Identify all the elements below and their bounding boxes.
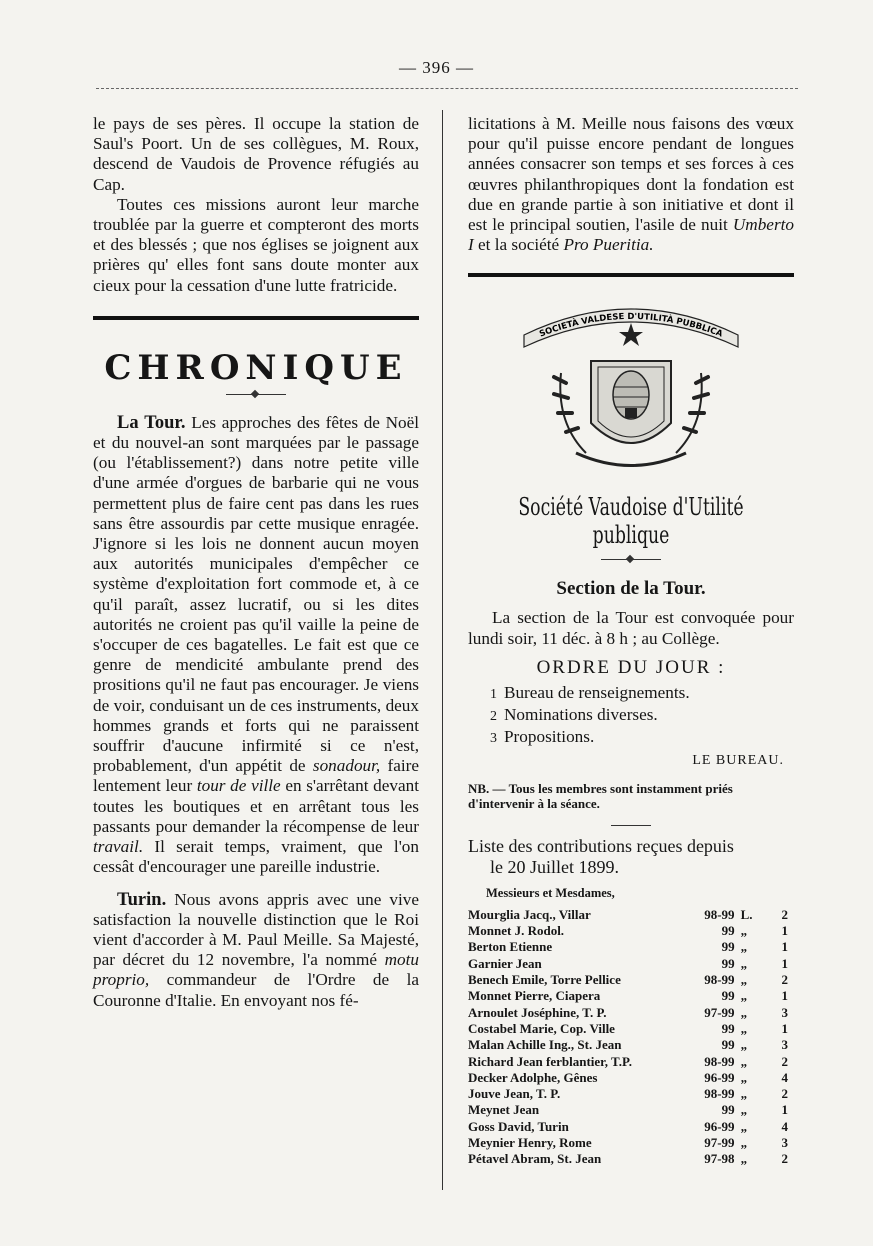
- travail-word: travail.: [93, 837, 144, 857]
- contribution-years: 98-99: [704, 1086, 735, 1102]
- contribution-years: 99: [721, 988, 735, 1004]
- la-tour-text-2: faire lentement leur: [93, 756, 419, 796]
- contributor-name: Malan Achille Ing., St. Jean: [468, 1037, 622, 1053]
- ornament-divider: [226, 394, 286, 395]
- contribution-unit: „: [740, 1069, 748, 1085]
- contributions-table: [468, 907, 794, 1168]
- contribution-unit: „: [740, 1118, 748, 1134]
- contribution-unit: „: [740, 1102, 748, 1118]
- contributions-heading: Liste des contributions reçues depuis le 20 Juillet 1899.: [468, 835, 734, 877]
- contributor-name: Decker Adolphe, Gênes: [468, 1069, 598, 1085]
- contribution-row: [468, 988, 794, 1004]
- la-tour-text: Les approches des fêtes de Noël et du nouvel-an sont marquées par le passage (ou l'établissement?) dans notre petite ville d'une armée d'orgues de barbarie qui ne vous permettent plus de faire cent pas dans les rues sans être assourdis par cette musique enragée. J'ignore si les lois ne donnent aucun moyen aux autorités municipales d'empêcher ce système d'exploitation fort commode et, à ce qu'il paraît, assez lucratif, ou si les dites autorités ne croient pas qu'il vaille la peine de s'occuper de ces bagatelles. Le fait est que ce genre de mendicité ambulante prend des prositions qu'il ne faut pas encourager. Je viens de voir, conduisant un de ces instruments, deux hommes grands et forts qui ne paraissent souffrir d'aucune infirmité si ce n'est, probablement, d'un appétit de: [93, 412, 419, 776]
- continuation-text-2: et la société: [473, 235, 564, 255]
- contribution-amount: 1: [781, 923, 788, 939]
- contribution-unit: „: [740, 1053, 748, 1069]
- contribution-years: 96-99: [704, 1069, 735, 1085]
- contribution-amount: 2: [781, 1151, 788, 1167]
- contribution-row: [468, 923, 794, 939]
- contribution-unit: „: [740, 1134, 748, 1150]
- mission-paragraph-2: Toutes ces missions auront leur marche troublée par la guerre et compteront des morts et des blessés ; que nos églises se joignent aux prières qu' elles font sans doute monter aux cieux pour la cessation d'une lutte fratricide.: [93, 194, 419, 295]
- contributor-name: Goss David, Turin: [468, 1118, 569, 1134]
- agenda-item: 2 Nominations diverses.: [490, 704, 658, 724]
- nota-bene: NB. — Tous les membres sont instamment priés d'intervenir à la séance.: [468, 780, 733, 811]
- tour-de-ville-phrase: tour de ville: [196, 776, 281, 796]
- contributor-name: Monnet Pierre, Ciapera: [468, 988, 601, 1004]
- turin-text: Nous avons appris avec une vive satisfaction la nouvelle distinction que le Roi vient d'accorder à M. Paul Meille. Sa Majesté, par décret du 12 novembre, l'a nommé: [93, 889, 419, 970]
- contribution-amount: 2: [781, 1086, 788, 1102]
- contribution-row: [468, 1037, 794, 1053]
- right-column: [468, 114, 794, 1168]
- contribution-row: [468, 956, 794, 972]
- column-divider: [442, 110, 443, 1190]
- contributor-name: Monnet J. Rodol.: [468, 923, 565, 939]
- contributor-name: Jouve Jean, T. P.: [468, 1086, 561, 1102]
- section-rule-right: [468, 273, 794, 277]
- agenda-item: 3 Propositions.: [490, 726, 595, 746]
- section-title: Section de la Tour.: [556, 578, 706, 600]
- society-emblem: [468, 303, 794, 483]
- contribution-row: [468, 1135, 794, 1151]
- contribution-amount: 2: [781, 972, 788, 988]
- signature: LE BUREAU.: [692, 752, 784, 768]
- contribution-unit: „: [740, 923, 748, 939]
- contribution-unit: „: [740, 972, 748, 988]
- pro-pueritia-name: Pro Pueritia.: [563, 235, 654, 255]
- turin-article: [93, 890, 419, 1011]
- contribution-years: 99: [721, 1020, 735, 1036]
- contribution-row: [468, 1005, 794, 1021]
- contribution-unit: „: [740, 955, 748, 971]
- contribution-amount: 1: [781, 988, 788, 1004]
- contribution-years: 99: [721, 939, 735, 955]
- contribution-amount: 2: [781, 906, 788, 922]
- agenda-title: ORDRE DU JOUR :: [536, 656, 726, 678]
- ornament-divider-right: [601, 559, 661, 560]
- umberto-name: Umberto I: [468, 215, 794, 255]
- contribution-unit: „: [740, 1020, 748, 1036]
- contribution-unit: „: [740, 1004, 748, 1020]
- agenda-item: 1 Bureau de renseignements.: [490, 682, 690, 702]
- turin-text-2: commandeur de l'Ordre de la Couronne d'Italie. En envoyant nos fé-: [93, 970, 419, 1010]
- contribution-unit: „: [740, 1086, 748, 1102]
- section-rule: [93, 316, 419, 320]
- contribution-amount: 1: [781, 1020, 788, 1036]
- contributor-name: Mourglia Jacq., Villar: [468, 906, 591, 922]
- contribution-unit: „: [740, 988, 748, 1004]
- turin-lead: Turin.: [117, 889, 167, 910]
- page-number: — 396 —: [399, 58, 474, 77]
- contribution-row: [468, 1070, 794, 1086]
- agenda-list: [468, 683, 794, 749]
- salutation: Messieurs et Mesdames,: [486, 885, 615, 900]
- contribution-years: 99: [721, 1102, 735, 1118]
- contribution-years: 99: [721, 955, 735, 971]
- contribution-row: [468, 1054, 794, 1070]
- contributor-name: Costabel Marie, Cop. Ville: [468, 1020, 615, 1036]
- convocation-text: La section de la Tour est convoquée pour lundi soir, 11 déc. à 8 h ; au Collège.: [468, 608, 794, 648]
- chronique-heading: CHRONIQUE: [104, 347, 408, 388]
- contribution-years: 97-99: [704, 1134, 735, 1150]
- contributor-name: Meynet Jean: [468, 1102, 540, 1118]
- contributor-name: Arnoulet Joséphine, T. P.: [468, 1004, 607, 1020]
- header-rule: [96, 88, 798, 89]
- contribution-amount: 4: [781, 1069, 788, 1085]
- contribution-years: 97-99: [704, 1004, 735, 1020]
- contribution-years: 98-99: [704, 1053, 735, 1069]
- contribution-unit: „: [740, 939, 748, 955]
- contribution-unit: L.: [740, 906, 753, 922]
- contributor-name: Benech Emile, Torre Pellice: [468, 972, 621, 988]
- contribution-unit: „: [740, 1151, 748, 1167]
- contribution-row: [468, 939, 794, 955]
- contribution-row: [468, 1086, 794, 1102]
- contribution-years: 97-98: [704, 1151, 735, 1167]
- la-tour-article: [93, 413, 419, 878]
- contribution-years: 96-99: [704, 1118, 735, 1134]
- contributor-name: Richard Jean ferblantier, T.P.: [468, 1053, 632, 1069]
- contribution-row: [468, 1102, 794, 1118]
- contribution-row: [468, 1151, 794, 1167]
- contribution-years: 99: [721, 1037, 735, 1053]
- contribution-amount: 2: [781, 1053, 788, 1069]
- la-tour-text-4: Il serait temps, vraiment, que l'on cessât d'encourager une pareille industrie.: [93, 837, 419, 877]
- contribution-years: 98-99: [704, 906, 735, 922]
- short-divider: [611, 825, 651, 826]
- contribution-amount: 1: [781, 1102, 788, 1118]
- contribution-amount: 3: [781, 1134, 788, 1150]
- contributor-name: Garnier Jean: [468, 955, 542, 971]
- contribution-row: [468, 907, 794, 923]
- contribution-row: [468, 1021, 794, 1037]
- society-name: Société Vaudoise d'Utilité publique: [518, 493, 744, 550]
- contributor-name: Meynier Henry, Rome: [468, 1134, 592, 1150]
- contribution-amount: 3: [781, 1037, 788, 1053]
- contribution-amount: 1: [781, 955, 788, 971]
- la-tour-text-3: en s'arrêtant devant toutes les boutiques et en arrêtant tous les passants pour demander la récompense de leur: [93, 776, 419, 836]
- contribution-amount: 1: [781, 939, 788, 955]
- contribution-amount: 4: [781, 1118, 788, 1134]
- la-tour-lead: La Tour.: [117, 412, 186, 433]
- contribution-amount: 3: [781, 1004, 788, 1020]
- emblem-image: [516, 303, 746, 483]
- emblem-ribbon-text: SOCIETÀ VALDESE D'UTILITÀ PUBBLICA: [538, 312, 724, 340]
- sonadour-word: sonadour,: [312, 756, 381, 776]
- contribution-row: [468, 972, 794, 988]
- turin-continuation: [468, 114, 794, 255]
- contribution-years: 98-99: [704, 972, 735, 988]
- contribution-years: 99: [721, 923, 735, 939]
- contributor-name: Berton Etienne: [468, 939, 553, 955]
- contributor-name: Pétavel Abram, St. Jean: [468, 1151, 602, 1167]
- contribution-row: [468, 1119, 794, 1135]
- continuation-text: licitations à M. Meille nous faisons des vœux pour qu'il puisse encore pendant de longues années consacrer son temps et ses forces à ces œuvres philanthropiques dont la fondation est due en grande partie à son initiative et dont il est le principal soutien, l'asile de nuit: [468, 114, 794, 235]
- motu-proprio-phrase: motu proprio,: [93, 950, 419, 990]
- left-column: [93, 114, 419, 1011]
- contribution-unit: „: [740, 1037, 748, 1053]
- mission-paragraph: le pays de ses pères. Il occupe la station de Saul's Poort. Un de ses collègues, M. Roux, descend de Vaudois de Provence réfugiés au Cap.: [93, 114, 419, 194]
